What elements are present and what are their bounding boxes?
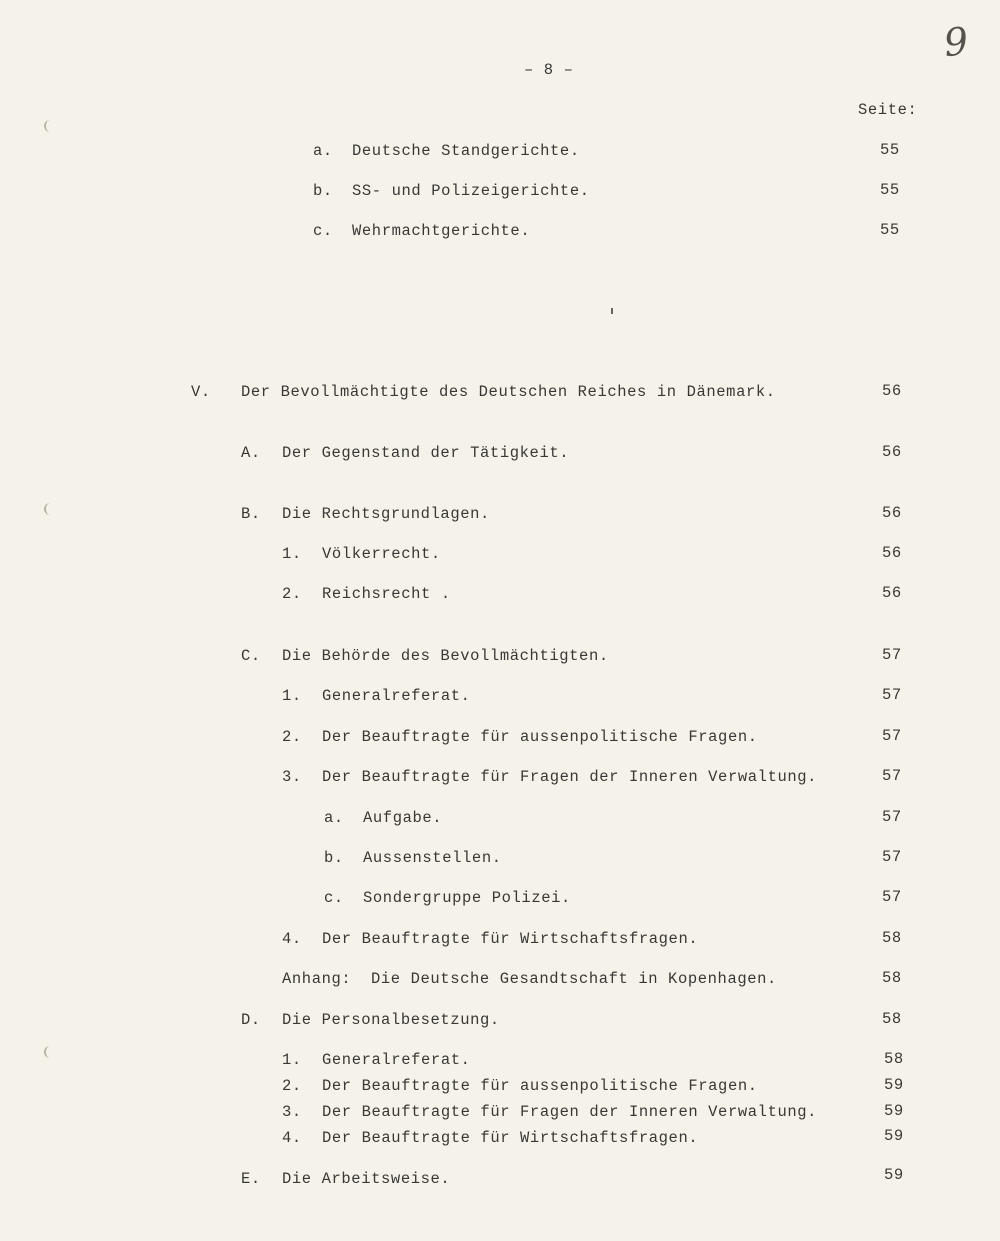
toc-label: 1. bbox=[282, 1051, 302, 1069]
toc-entry: Die Arbeitsweise. bbox=[282, 1170, 451, 1188]
toc-page: 58 bbox=[882, 1010, 902, 1028]
punch-hole-mark bbox=[44, 503, 54, 515]
toc-entry: Die Personalbesetzung. bbox=[282, 1011, 500, 1029]
toc-label: 1. bbox=[282, 687, 302, 705]
toc-entry: Der Gegenstand der Tätigkeit. bbox=[282, 444, 570, 462]
toc-page: 59 bbox=[884, 1102, 904, 1120]
toc-entry: Wehrmachtgerichte. bbox=[352, 222, 531, 240]
toc-entry: Der Beauftragte für Wirtschaftsfragen. bbox=[322, 930, 699, 948]
toc-entry: Deutsche Standgerichte. bbox=[352, 142, 580, 160]
toc-label: B. bbox=[241, 505, 261, 523]
toc-page: 57 bbox=[882, 888, 902, 906]
toc-page: 57 bbox=[882, 727, 902, 745]
toc-page: 56 bbox=[882, 382, 902, 400]
punch-hole-mark bbox=[44, 120, 54, 132]
toc-page: 57 bbox=[882, 767, 902, 785]
toc-label: c. bbox=[313, 222, 333, 240]
toc-entry: Die Deutsche Gesandtschaft in Kopenhagen. bbox=[371, 970, 777, 988]
toc-entry: SS- und Polizeigerichte. bbox=[352, 182, 590, 200]
toc-page: 56 bbox=[882, 504, 902, 522]
toc-label: c. bbox=[324, 889, 344, 907]
toc-page: 58 bbox=[882, 969, 902, 987]
toc-entry: Reichsrecht . bbox=[322, 585, 451, 603]
toc-entry: Die Rechtsgrundlagen. bbox=[282, 505, 490, 523]
toc-entry: Die Behörde des Bevollmächtigten. bbox=[282, 647, 609, 665]
toc-label: E. bbox=[241, 1170, 261, 1188]
toc-label: 2. bbox=[282, 1077, 302, 1095]
toc-entry: Der Beauftragte für Fragen der Inneren Verwaltung. bbox=[322, 768, 818, 786]
toc-page: 55 bbox=[880, 141, 900, 159]
toc-page: 56 bbox=[882, 584, 902, 602]
toc-page: 55 bbox=[880, 221, 900, 239]
toc-entry: Der Beauftragte für aussenpolitische Fragen. bbox=[322, 728, 758, 746]
toc-page: 57 bbox=[882, 686, 902, 704]
toc-label: 3. bbox=[282, 1103, 302, 1121]
handwritten-folio-number: 9 bbox=[941, 18, 971, 66]
toc-entry: Der Beauftragte für Fragen der Inneren Verwaltung. bbox=[322, 1103, 818, 1121]
toc-page: 57 bbox=[882, 646, 902, 664]
seite-column-header: Seite: bbox=[858, 101, 918, 119]
toc-label: 4. bbox=[282, 1129, 302, 1147]
toc-page: 59 bbox=[884, 1076, 904, 1094]
toc-label: 2. bbox=[282, 728, 302, 746]
punch-hole-mark bbox=[44, 1046, 54, 1058]
toc-label: 1. bbox=[282, 545, 302, 563]
toc-label: C. bbox=[241, 647, 261, 665]
toc-label: V. bbox=[191, 383, 211, 401]
toc-entry: Der Beauftragte für Wirtschaftsfragen. bbox=[322, 1129, 699, 1147]
toc-label: a. bbox=[324, 809, 344, 827]
toc-label: D. bbox=[241, 1011, 261, 1029]
toc-label: 2. bbox=[282, 585, 302, 603]
toc-entry: Völkerrecht. bbox=[322, 545, 441, 563]
toc-page: 55 bbox=[880, 181, 900, 199]
toc-label: b. bbox=[324, 849, 344, 867]
toc-page: 57 bbox=[882, 808, 902, 826]
toc-entry: Sondergruppe Polizei. bbox=[363, 889, 571, 907]
toc-page: 57 bbox=[882, 848, 902, 866]
toc-entry: Der Beauftragte für aussenpolitische Fragen. bbox=[322, 1077, 758, 1095]
toc-label: 3. bbox=[282, 768, 302, 786]
toc-label: A. bbox=[241, 444, 261, 462]
toc-entry: Generalreferat. bbox=[322, 687, 471, 705]
toc-entry: Aufgabe. bbox=[363, 809, 443, 827]
toc-page: 58 bbox=[882, 929, 902, 947]
toc-page: 56 bbox=[882, 443, 902, 461]
toc-page: 59 bbox=[884, 1127, 904, 1145]
toc-page: 59 bbox=[884, 1166, 904, 1184]
toc-entry: Der Bevollmächtigte des Deutschen Reiches in Dänemark. bbox=[241, 383, 776, 401]
toc-page: 56 bbox=[882, 544, 902, 562]
toc-page: 58 bbox=[884, 1050, 904, 1068]
toc-label: Anhang: bbox=[282, 970, 352, 988]
toc-label: 4. bbox=[282, 930, 302, 948]
toc-entry: Aussenstellen. bbox=[363, 849, 502, 867]
page-number: – 8 – bbox=[524, 61, 574, 79]
toc-label: b. bbox=[313, 182, 333, 200]
ink-speck bbox=[611, 308, 613, 314]
toc-label: a. bbox=[313, 142, 333, 160]
toc-entry: Generalreferat. bbox=[322, 1051, 471, 1069]
